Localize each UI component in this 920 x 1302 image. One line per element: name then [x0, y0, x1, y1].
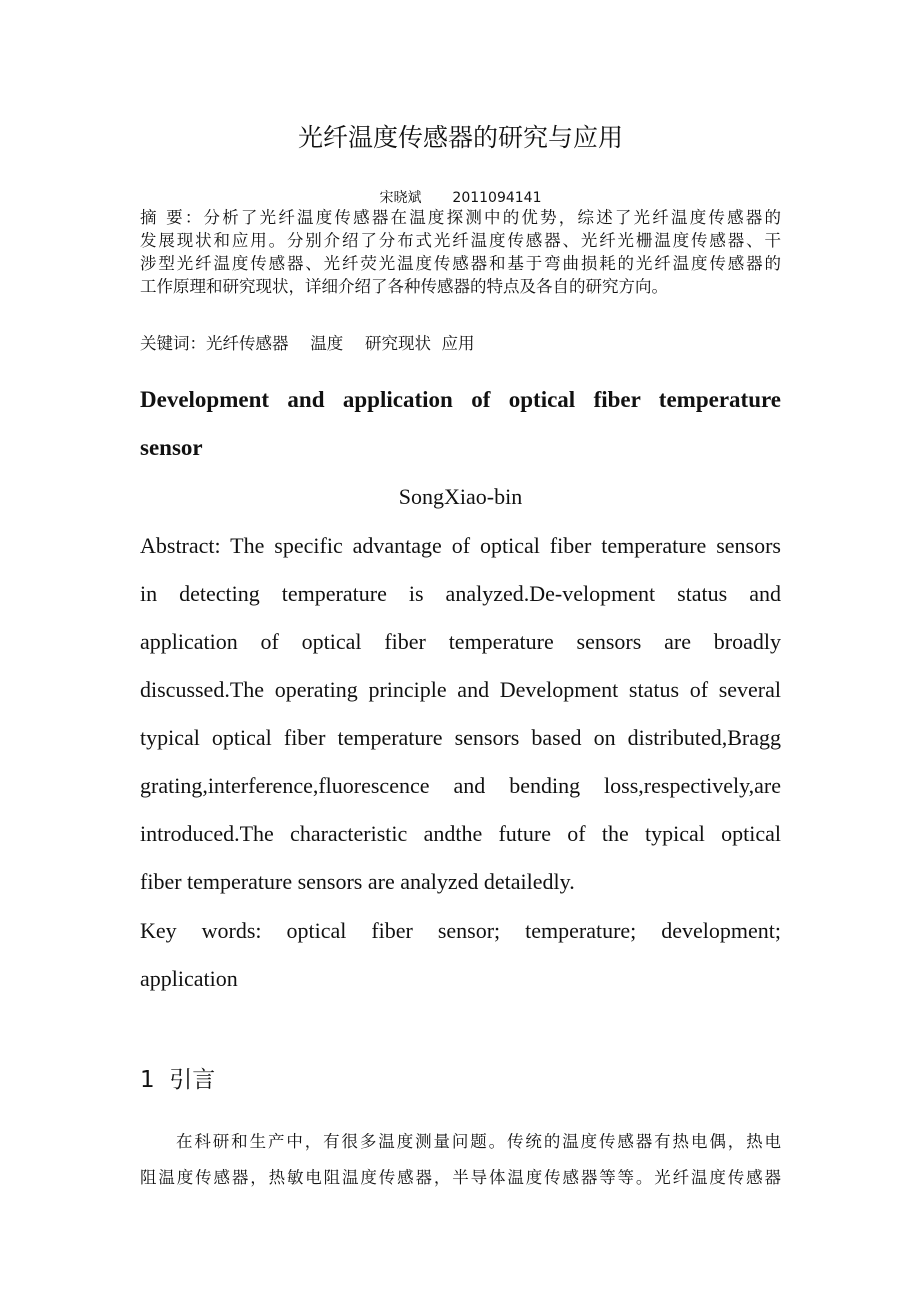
abstract-cn-line: 涉型光纤温度传感器、光纤荧光温度传感器和基于弯曲损耗的光纤温度传感器的 — [140, 254, 781, 273]
keywords-cn: 关键词：光纤传感器 温度 研究现状 应用 — [140, 334, 475, 353]
author-name: 宋晓斌 — [379, 190, 422, 206]
english-author: SongXiao-bin — [398, 484, 523, 509]
abstract-cn-line: 发展现状和应用。分别介绍了分布式光纤温度传感器、光纤光栅温度传感器、干 — [140, 231, 781, 250]
abstract-en-line: in detecting temperature is analyzed.De-velopment status and — [140, 581, 781, 606]
student-id: 2011094141 — [452, 190, 542, 206]
english-title-line: Development and application of optical fiber temperature — [140, 387, 781, 412]
abstract-en-line: application of optical fiber temperature sensors are broadly — [140, 629, 781, 654]
paragraph-line: 在科研和生产中，有很多温度测量问题。传统的温度传感器有热电偶，热电 — [176, 1132, 781, 1151]
abstract-cn-line: 工作原理和研究现状，详细介绍了各种传感器的特点及各自的研究方向。 — [140, 277, 668, 296]
abstract-en-line: introduced.The characteristic andthe future of the typical optical — [140, 821, 781, 846]
abstract-en-line: typical optical fiber temperature sensors based on distributed,Bragg — [140, 725, 781, 750]
keywords-en-line: application — [140, 966, 238, 991]
abstract-en-line: discussed.The operating principle and Development status of several — [140, 677, 781, 702]
paragraph-line: 阻温度传感器，热敏电阻温度传感器，半导体温度传感器等等。光纤温度传感器 — [140, 1168, 781, 1187]
abstract-en-line: Abstract: The specific advantage of optical fiber temperature sensors — [140, 533, 781, 558]
section-heading: 1 引言 — [140, 1067, 216, 1093]
abstract-cn-line: 摘 要：分析了光纤温度传感器在温度探测中的优势，综述了光纤温度传感器的 — [140, 208, 781, 227]
english-title-line: sensor — [140, 435, 203, 460]
paper-title: 光纤温度传感器的研究与应用 — [297, 123, 623, 152]
keywords-en-line: Key words: optical fiber sensor; temperature; development; — [140, 918, 781, 943]
abstract-en-line: grating,interference,fluorescence and bending loss,respectively,are — [140, 773, 781, 798]
abstract-en-line: fiber temperature sensors are analyzed detailedly. — [140, 869, 575, 894]
